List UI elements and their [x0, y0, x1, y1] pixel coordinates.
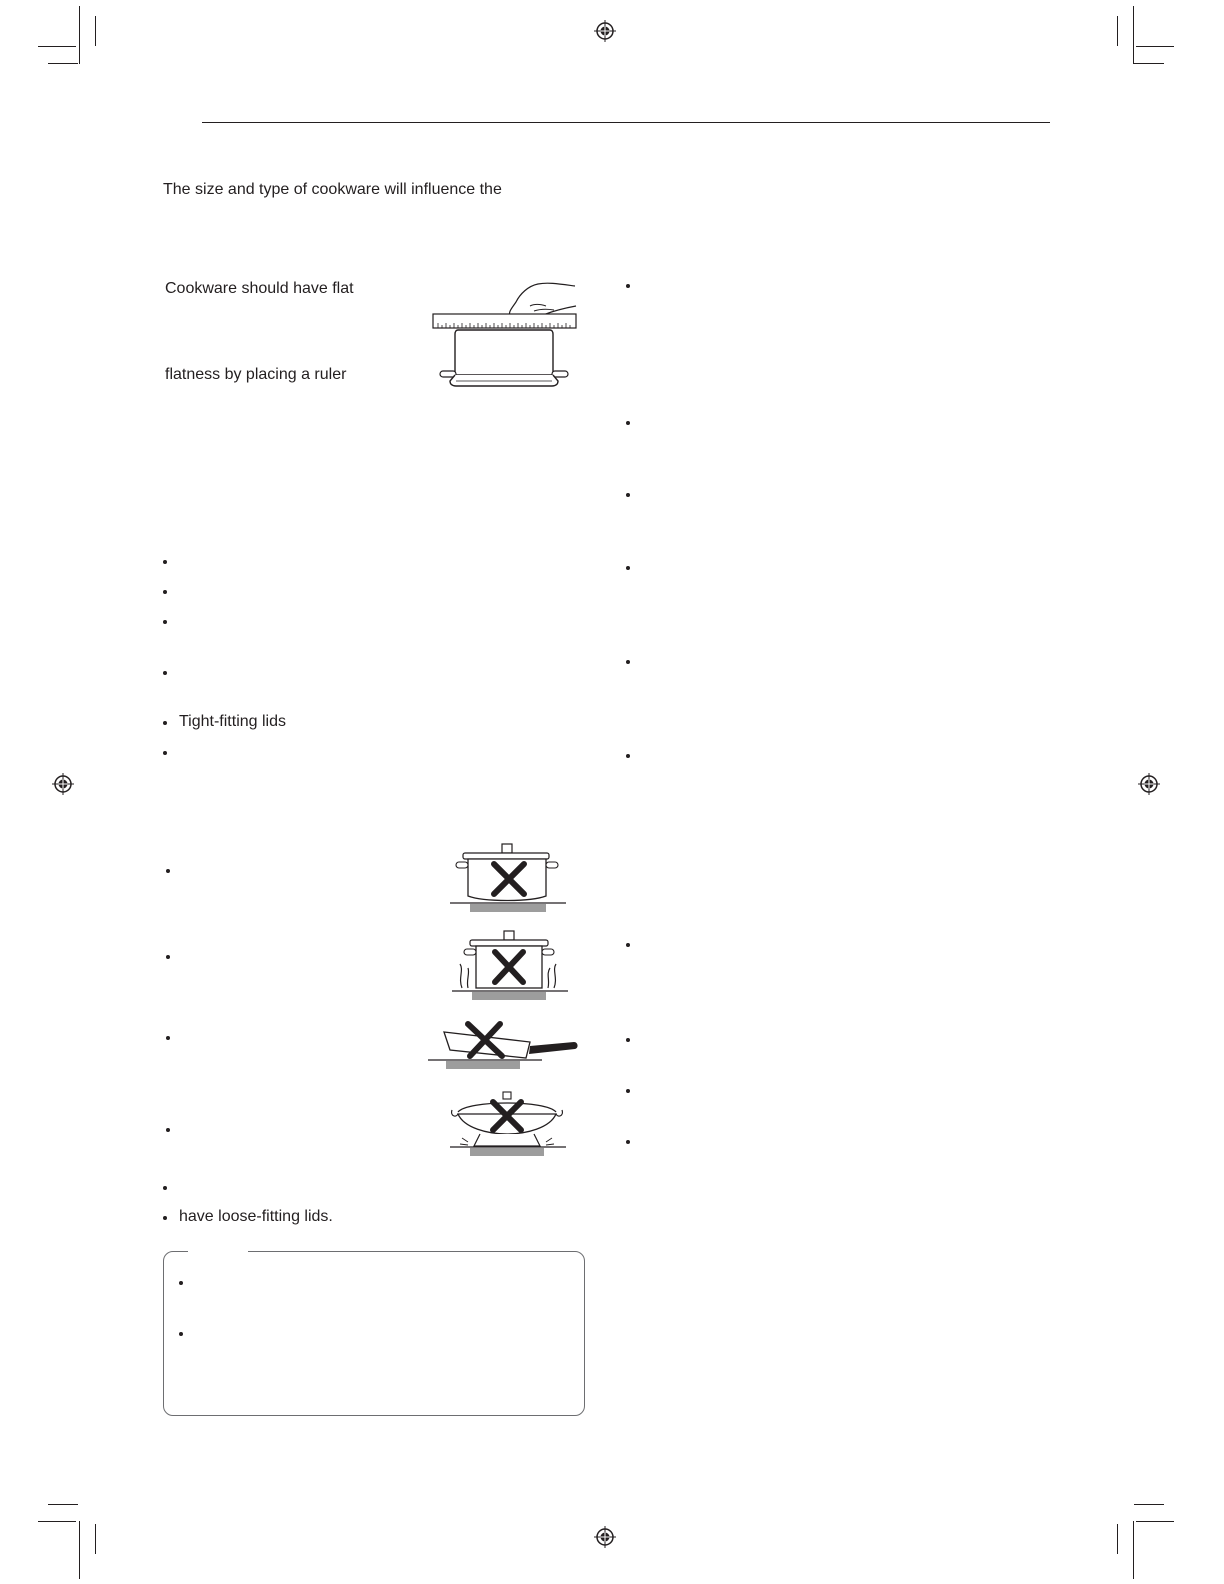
- ruler-on-pot-illustration: [430, 280, 580, 392]
- list-bullet: [626, 660, 630, 664]
- crop-mark: [95, 1524, 96, 1554]
- crop-mark: [1136, 1521, 1174, 1522]
- flatness-text-line-2: flatness by placing a ruler: [165, 366, 347, 383]
- list-bullet: [166, 1036, 170, 1040]
- crop-mark: [1134, 1504, 1164, 1505]
- list-bullet: [163, 620, 167, 624]
- note-box-title-gap: [188, 1246, 248, 1256]
- list-bullet: [163, 1186, 167, 1190]
- list-bullet: [163, 560, 167, 564]
- crop-mark: [1136, 46, 1174, 47]
- crop-mark: [48, 63, 78, 64]
- list-bullet: [626, 566, 630, 570]
- crop-mark: [79, 1521, 80, 1579]
- list-bullet: [166, 955, 170, 959]
- crop-mark: [1117, 1524, 1118, 1554]
- list-bullet: [163, 751, 167, 755]
- list-bullet: [626, 1140, 630, 1144]
- list-bullet: [166, 869, 170, 873]
- registration-mark-icon: [1138, 773, 1160, 795]
- list-bullet: [626, 1089, 630, 1093]
- loose-fitting-lids-text: have loose-fitting lids.: [179, 1208, 333, 1225]
- flatness-text-line-1: Cookware should have flat: [165, 280, 354, 297]
- list-bullet: [626, 493, 630, 497]
- header-rule: [202, 122, 1050, 123]
- registration-mark-icon: [594, 1526, 616, 1548]
- list-bullet: [626, 1038, 630, 1042]
- oversized-pot-flames-x-icon: [450, 928, 570, 1002]
- crop-mark: [1117, 16, 1118, 46]
- tight-fitting-lids-text: Tight-fitting lids: [179, 713, 286, 730]
- list-bullet: [163, 1216, 167, 1220]
- list-bullet: [163, 671, 167, 675]
- list-bullet: [179, 1281, 183, 1285]
- list-bullet: [163, 590, 167, 594]
- crop-mark: [38, 46, 76, 47]
- note-box: [163, 1251, 585, 1416]
- crop-mark: [79, 6, 80, 64]
- registration-mark-icon: [594, 20, 616, 42]
- crop-mark: [48, 1504, 78, 1505]
- intro-text: The size and type of cookware will influence the: [163, 181, 502, 198]
- list-bullet: [626, 421, 630, 425]
- crop-mark: [38, 1521, 76, 1522]
- list-bullet: [163, 721, 167, 725]
- list-bullet: [626, 754, 630, 758]
- list-bullet: [626, 284, 630, 288]
- crop-mark: [1133, 6, 1134, 64]
- crop-mark: [95, 16, 96, 46]
- crop-mark: [1134, 63, 1164, 64]
- list-bullet: [626, 943, 630, 947]
- tilted-pan-x-icon: [426, 1016, 582, 1072]
- curved-bottom-pot-x-icon: [448, 840, 568, 914]
- wok-ring-x-icon: [448, 1084, 570, 1158]
- crop-mark: [1133, 1521, 1134, 1579]
- registration-mark-icon: [52, 773, 74, 795]
- list-bullet: [179, 1332, 183, 1336]
- list-bullet: [166, 1128, 170, 1132]
